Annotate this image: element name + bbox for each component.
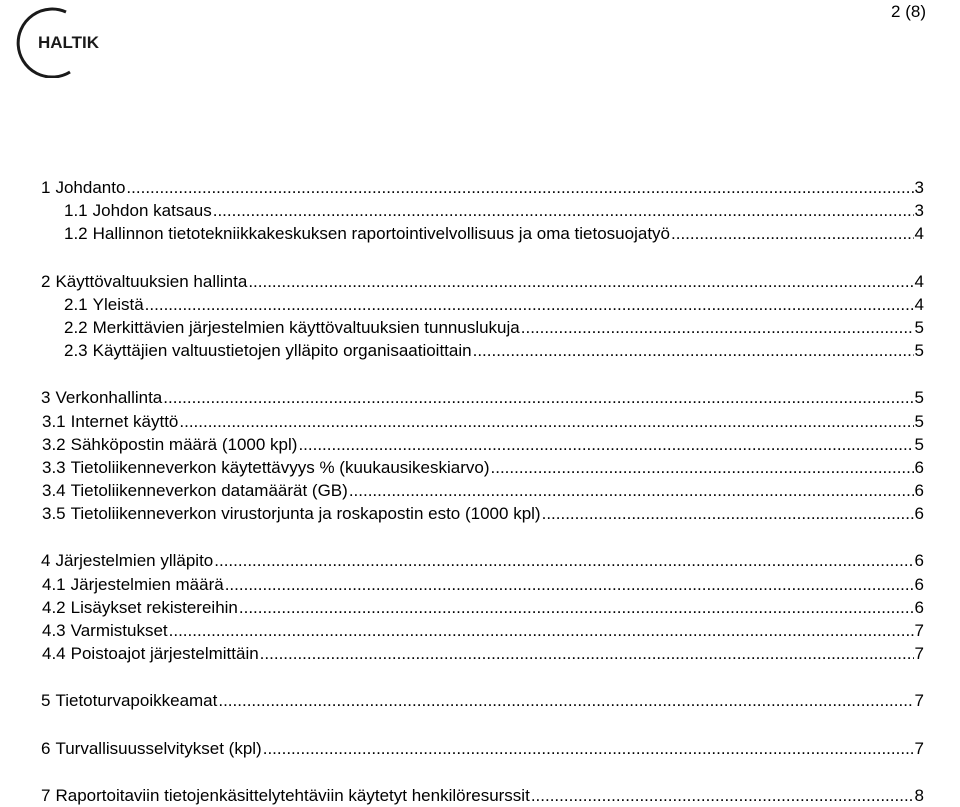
toc-dot-leader	[260, 642, 914, 665]
toc-entry-title: Sähköpostin määrä (1000 kpl)	[70, 434, 298, 454]
toc-entry-page: 3	[914, 178, 924, 197]
toc-entry-number: 1.2	[64, 224, 88, 244]
toc-dot-leader	[163, 386, 913, 409]
toc-entry-title: Johdanto	[55, 178, 126, 197]
toc-entry-title: Internet käyttö	[70, 411, 179, 431]
toc-entry-page: 5	[914, 434, 924, 454]
toc-entry-title: Järjestelmien ylläpito	[55, 551, 214, 571]
toc-dot-leader	[542, 502, 914, 525]
toc-entry[interactable]	[41, 784, 960, 807]
toc-entry[interactable]	[41, 479, 960, 502]
toc-entry-number: 4.2	[42, 597, 66, 617]
toc-entry-number: 4.1	[42, 574, 66, 594]
toc-entry-number: 1	[41, 178, 51, 197]
haltik-logo	[4, 6, 114, 78]
toc-entry[interactable]	[41, 339, 960, 362]
toc-entry-page: 4	[914, 224, 924, 244]
toc-entry-page: 4	[914, 294, 924, 314]
toc-entry[interactable]	[41, 316, 960, 339]
toc-entry-number: 4.3	[42, 621, 66, 640]
toc-entry[interactable]	[41, 386, 960, 409]
toc-dot-leader	[169, 619, 914, 642]
toc-entry[interactable]	[41, 433, 960, 456]
toc-entry-number: 1.1	[64, 201, 88, 221]
toc-entry-page: 5	[914, 411, 924, 431]
toc-entry-number: 4	[41, 551, 51, 571]
toc-entry-page: 5	[914, 317, 924, 337]
toc-entry-title: Tietoliikenneverkon käytettävyys % (kuukausikeskiarvo)	[70, 457, 490, 477]
toc-entry[interactable]	[41, 596, 960, 619]
toc-entry-page: 6	[914, 457, 924, 477]
toc-entry-title: Käyttäjien valtuustietojen ylläpito organisaatioittain	[92, 341, 472, 361]
toc-entry-title: Tietoliikenneverkon datamäärät (GB)	[70, 481, 348, 501]
toc-entry-number: 4.4	[42, 644, 66, 664]
toc-spacer	[41, 713, 960, 737]
toc-entry[interactable]	[41, 199, 960, 222]
toc-entry-number: 3.3	[42, 457, 66, 477]
toc-dot-leader	[248, 270, 913, 293]
toc-dot-leader	[473, 339, 914, 362]
toc-dot-leader	[126, 176, 913, 199]
toc-spacer	[41, 665, 960, 689]
toc-entry[interactable]	[41, 410, 960, 433]
toc-entry-page: 6	[914, 481, 924, 501]
toc-entry-title: Lisäykset rekistereihin	[70, 597, 238, 617]
toc-entry-title: Johdon katsaus	[92, 201, 212, 221]
toc-dot-leader	[239, 596, 914, 619]
toc-entry[interactable]	[41, 689, 960, 712]
toc-entry-page: 5	[914, 388, 924, 408]
toc-entry-number: 2	[41, 271, 51, 291]
table-of-contents	[41, 176, 960, 807]
toc-entry-number: 3.5	[42, 504, 66, 524]
toc-entry-page: 6	[914, 551, 924, 571]
toc-entry-page: 7	[914, 621, 924, 640]
toc-dot-leader	[521, 316, 914, 339]
toc-entry-number: 3.1	[42, 411, 66, 431]
toc-entry-number: 5	[41, 691, 51, 711]
toc-entry[interactable]	[41, 456, 960, 479]
toc-entry-page: 5	[914, 341, 924, 361]
toc-entry-page: 8	[914, 785, 924, 805]
toc-dot-leader	[225, 573, 914, 596]
toc-entry-number: 7	[41, 785, 51, 805]
toc-entry-number: 2.1	[64, 294, 88, 314]
toc-entry-number: 3.2	[42, 434, 66, 454]
toc-dot-leader	[263, 737, 914, 760]
toc-dot-leader	[214, 549, 913, 572]
toc-dot-leader	[145, 293, 914, 316]
toc-entry[interactable]	[41, 549, 960, 572]
toc-spacer	[41, 760, 960, 784]
toc-entry-title: Turvallisuusselvitykset (kpl)	[55, 738, 262, 758]
toc-entry[interactable]	[41, 293, 960, 316]
toc-entry[interactable]	[41, 502, 960, 525]
toc-entry-title: Tietoturvapoikkeamat	[55, 691, 218, 711]
toc-entry-page: 7	[914, 738, 924, 758]
toc-entry[interactable]	[41, 619, 960, 642]
toc-entry-page: 3	[914, 201, 924, 221]
toc-entry-title: Merkittävien järjestelmien käyttövaltuuksien tunnuslukuja	[92, 317, 520, 337]
toc-entry-number: 3.4	[42, 481, 66, 501]
toc-dot-leader	[218, 689, 913, 712]
toc-entry[interactable]	[41, 270, 960, 293]
toc-dot-leader	[213, 199, 914, 222]
logo-ring-icon	[4, 6, 114, 78]
toc-entry-number: 2.2	[64, 317, 88, 337]
toc-entry-page: 6	[914, 574, 924, 594]
toc-entry-title: Verkonhallinta	[55, 388, 163, 408]
toc-entry-title: Poistoajot järjestelmittäin	[70, 644, 259, 664]
toc-entry-title: Järjestelmien määrä	[70, 574, 224, 594]
toc-entry-title: Varmistukset	[70, 621, 168, 640]
toc-entry-title: Käyttövaltuuksien hallinta	[55, 271, 248, 291]
toc-entry-page: 7	[914, 644, 924, 664]
toc-entry-title: Hallinnon tietotekniikkakeskuksen raportointivelvollisuus ja oma tietosuojatyö	[92, 224, 671, 244]
toc-entry-page: 4	[914, 271, 924, 291]
toc-dot-leader	[491, 456, 914, 479]
logo-text: HALTIK	[38, 33, 100, 52]
page-number: 2 (8)	[891, 2, 926, 21]
toc-entry-title: Yleistä	[92, 294, 144, 314]
toc-spacer	[41, 362, 960, 386]
toc-entry-number: 3	[41, 388, 51, 408]
toc-entry-number: 2.3	[64, 341, 88, 361]
toc-dot-leader	[298, 433, 913, 456]
toc-entry[interactable]	[41, 737, 960, 760]
toc-dot-leader	[671, 222, 914, 245]
toc-entry[interactable]	[41, 222, 960, 245]
toc-dot-leader	[179, 410, 913, 433]
toc-entry[interactable]	[41, 176, 960, 199]
toc-entry-number: 6	[41, 738, 51, 758]
toc-spacer	[41, 246, 960, 270]
toc-entry-page: 6	[914, 597, 924, 617]
toc-entry-title: Tietoliikenneverkon virustorjunta ja roskapostin esto (1000 kpl)	[70, 504, 541, 524]
toc-dot-leader	[531, 784, 914, 807]
toc-entry[interactable]	[41, 642, 960, 665]
toc-entry-page: 6	[914, 504, 924, 524]
toc-entry-page: 7	[914, 691, 924, 711]
toc-spacer	[41, 525, 960, 549]
toc-entry[interactable]	[41, 573, 960, 596]
toc-entry-title: Raportoitaviin tietojenkäsittelytehtäviin käytetyt henkilöresurssit	[55, 785, 530, 805]
toc-dot-leader	[349, 479, 914, 502]
